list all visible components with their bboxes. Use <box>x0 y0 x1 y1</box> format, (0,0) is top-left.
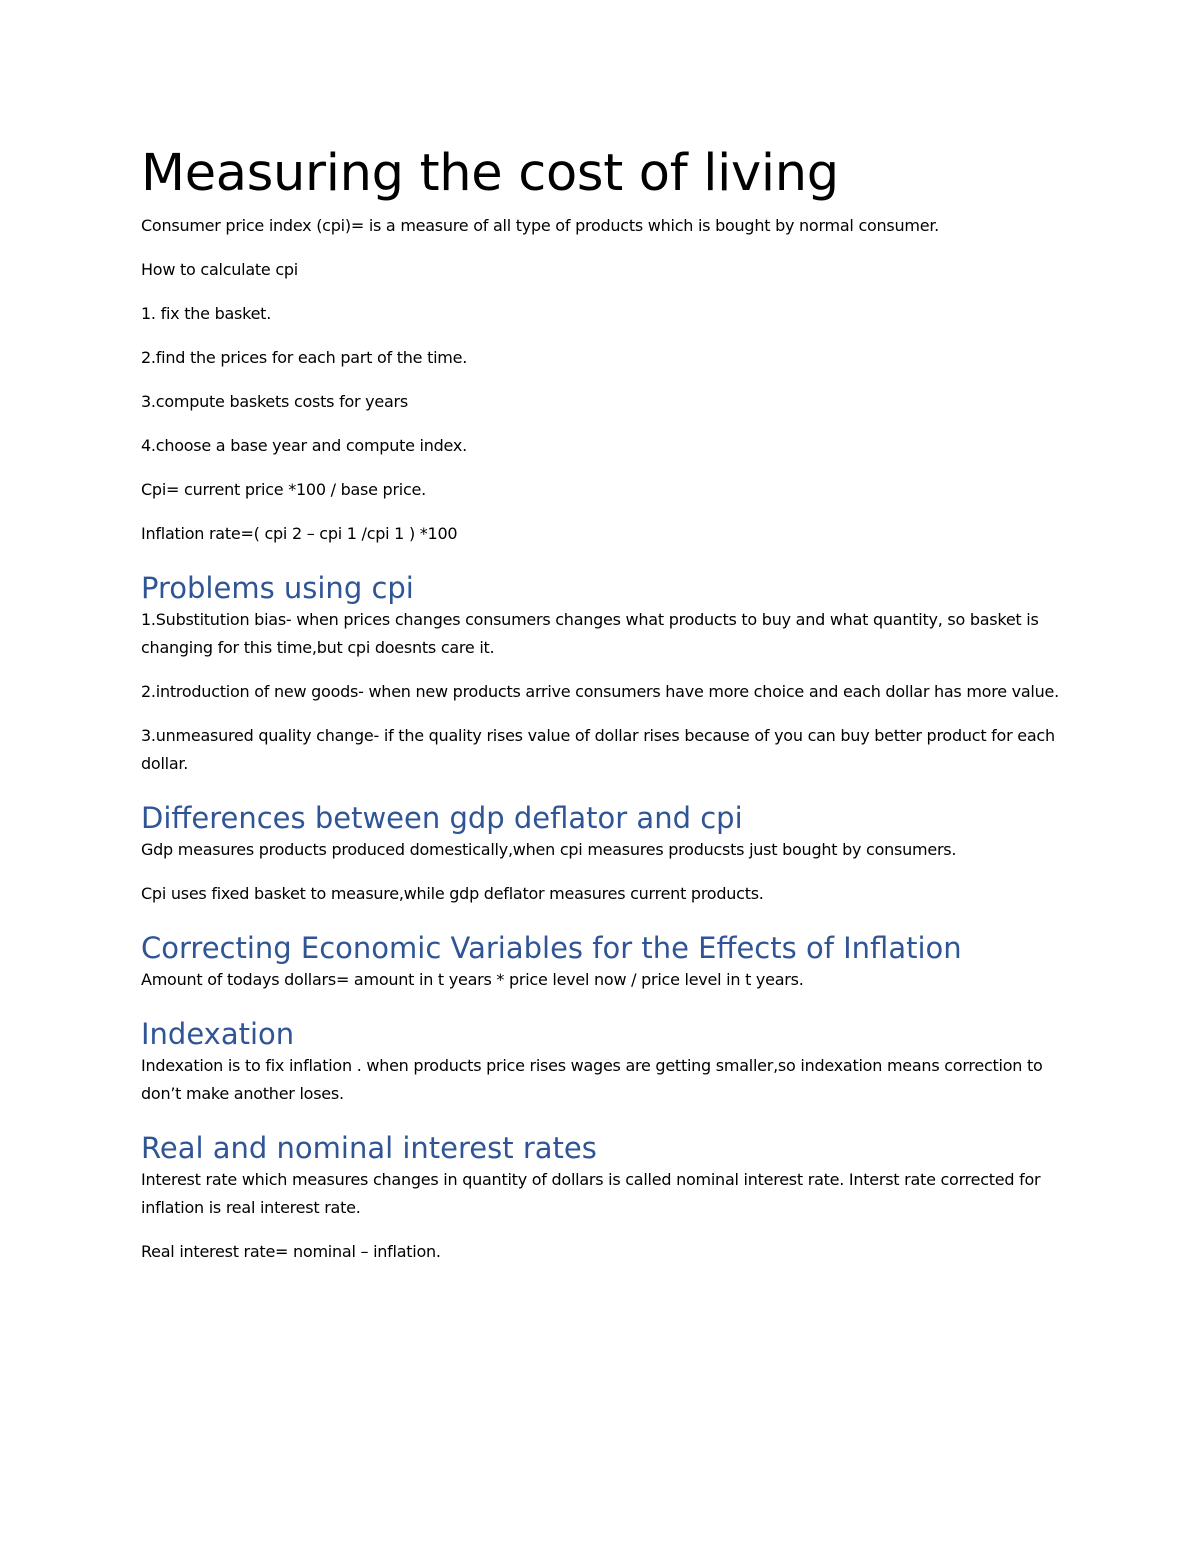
section-problems-paragraph: 1.Substitution bias- when prices changes consumers changes what products to buy and what quantity, so basket is changing for this time,but cpi doesnts care it. <box>141 610 1039 657</box>
document-title: Measuring the cost of living <box>141 144 839 203</box>
section-differences-paragraph: Gdp measures products produced domestically,when cpi measures producsts just bought by consumers. <box>141 840 957 859</box>
section-interest-formula: Real interest rate= nominal – inflation. <box>141 1242 441 1261</box>
section-heading-correcting: Correcting Economic Variables for the Effects of Inflation <box>141 931 962 965</box>
section-differences-paragraph: Cpi uses fixed basket to measure,while gdp deflator measures current products. <box>141 884 764 903</box>
intro-step-1: 1. fix the basket. <box>141 304 272 323</box>
section-problems-paragraph: 3.unmeasured quality change- if the quality rises value of dollar rises because of you can buy better product for each dollar. <box>141 726 1055 773</box>
section-heading-interest-rates: Real and nominal interest rates <box>141 1131 597 1165</box>
intro-step-2: 2.find the prices for each part of the time. <box>141 348 468 367</box>
section-indexation-paragraph: Indexation is to fix inflation . when products price rises wages are getting smaller,so indexation means correction to don’t make another loses. <box>141 1056 1043 1103</box>
document-content <box>141 140 1071 1282</box>
section-heading-indexation: Indexation <box>141 1017 295 1051</box>
section-correcting-paragraph: Amount of todays dollars= amount in t years * price level now / price level in t years. <box>141 970 804 989</box>
section-heading-problems: Problems using cpi <box>141 571 414 605</box>
intro-inflation-formula: Inflation rate=( cpi 2 – cpi 1 /cpi 1 ) *100 <box>141 524 458 543</box>
intro-how-to: How to calculate cpi <box>141 260 298 279</box>
section-problems-paragraph: 2.introduction of new goods- when new products arrive consumers have more choice and each dollar has more value. <box>141 682 1059 701</box>
intro-step-4: 4.choose a base year and compute index. <box>141 436 467 455</box>
intro-definition: Consumer price index (cpi)= is a measure of all type of products which is bought by normal consumer. <box>141 216 940 235</box>
section-heading-differences: Differences between gdp deflator and cpi <box>141 801 743 835</box>
intro-cpi-formula: Cpi= current price *100 / base price. <box>141 480 426 499</box>
section-interest-paragraph: Interest rate which measures changes in quantity of dollars is called nominal interest rate. Interst rate corrected for inflation is real interest rate. <box>141 1170 1041 1217</box>
intro-step-3: 3.compute baskets costs for years <box>141 392 408 411</box>
